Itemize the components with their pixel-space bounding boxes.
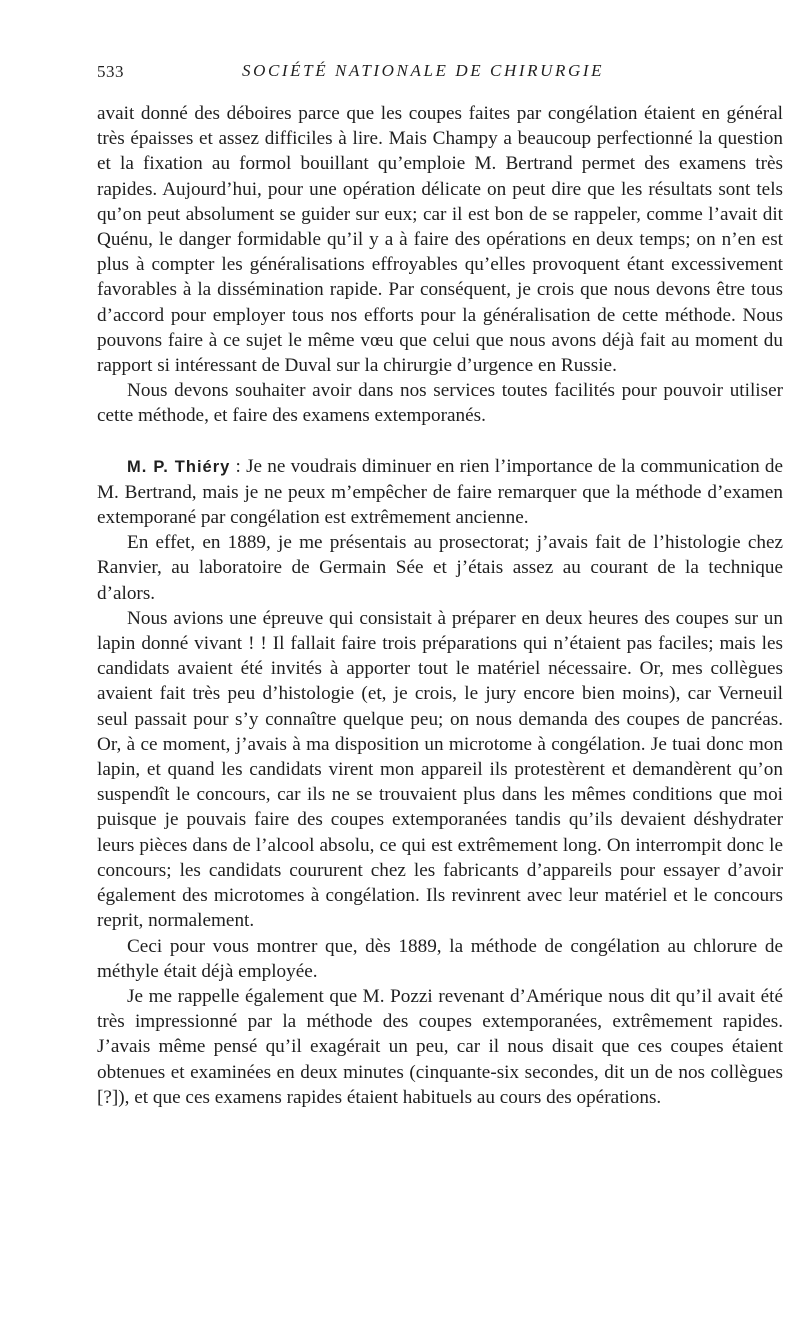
page-number: 533 [97, 62, 124, 81]
paragraph-speech [97, 454, 783, 531]
paragraph: Nous avions une épreuve qui consistait à préparer en deux heures des coupes sur un lapin donné vivant ! ! Il fallait faire trois préparations qui n’étaient pas faciles; mais les candidats avaient été invités à apporter tout le matériel nécessaire. Or, mes collègues avaient fait très peu d’histologie (et, je crois, le jury encore bien moins), car Verneuil seul passait pour s’y connaître quelque peu; on nous demanda des coupes de pancréas. Or, à ce moment, j’avais à ma disposition un microtome à congélation. Je tuai donc mon lapin, et quand les candidats virent mon appareil ils protestèrent et demandèrent qu’on suspendît le concours, car ils ne se trouvaient plus dans les mêmes conditions que moi puisque je pouvais faire des coupes extemporanées tandis qu’ils devaient déshydrater leurs pièces dans de l’alcool absolu, ce qui est extrêmement long. On interrompit donc le concours; les candidats coururent chez les fabricants d’appareils pour essayer d’avoir également des microtomes à congélation. Ils revinrent avec leur matériel et le concours reprit, normalement. [97, 607, 783, 932]
running-title: SOCIÉTÉ NATIONALE DE CHIRURGIE [242, 61, 605, 80]
paragraph: Je me rappelle également que M. Pozzi revenant d’Amérique nous dit qu’il avait été très impressionné par la méthode des coupes extemporanées, extrêmement rapides. J’avais même pensé qu’il exagérait un peu, car il nous disait que ces coupes étaient obtenues et examinées en deux minutes (cinquante-six secondes, dit un de nos collègues [?]), et que ces examens rapides étaient habituels au cours des opérations. [97, 985, 783, 1108]
paragraph-continuation: avait donné des déboires parce que les coupes faites par congélation étaient en général très épaisses et assez difficiles à lire. Mais Champy a beaucoup perfectionné la question et la fixation au formol bouillant qu’emploie M. Bertrand permet des examens très rapides. Aujourd’hui, pour une opération délicate on peut dire que les résultats sont tels qu’on peut absolument se guider sur eux; car il est bon de se rappeler, comme l’avait dit Quénu, le danger formidable qu’il y a à faire des opérations en deux temps; on n’en est plus à compter les généralisations effroyables qu’elles provoquent étant excessivement favorables à la dissémination rapide. Par conséquent, je crois que nous devons être tous d’accord pour employer tous nos efforts pour la généralisation de cette méthode. Nous pouvons faire à ce sujet le même vœu que celui que nous avons déjà fait au moment du rapport si intéressant de Duval sur la chirurgie d’urgence en Russie. [97, 103, 783, 377]
speech-text: : Je ne voudrais diminuer en rien l’importance de la communication de M. Bertrand, mais je ne peux m’empêcher de faire remarquer que la méthode d’examen extemporané par congélation est extrêmement ancienne. [97, 455, 784, 529]
paragraph: Nous devons souhaiter avoir dans nos services toutes facilités pour pouvoir utiliser cette méthode, et faire des examens extemporanés. [97, 380, 783, 427]
article-body [97, 101, 783, 1110]
paragraph: Ceci pour vous montrer que, dès 1889, la méthode de congélation au chlorure de méthyle était déjà employée. [97, 935, 783, 982]
speaker-name: M. P. Thiéry [127, 457, 231, 476]
paragraph: En effet, en 1889, je me présentais au prosectorat; j’avais fait de l’histologie chez Ranvier, au laboratoire de Germain Sée et j’étais assez au courant de la technique d’alors. [97, 532, 783, 604]
running-header [97, 58, 783, 88]
